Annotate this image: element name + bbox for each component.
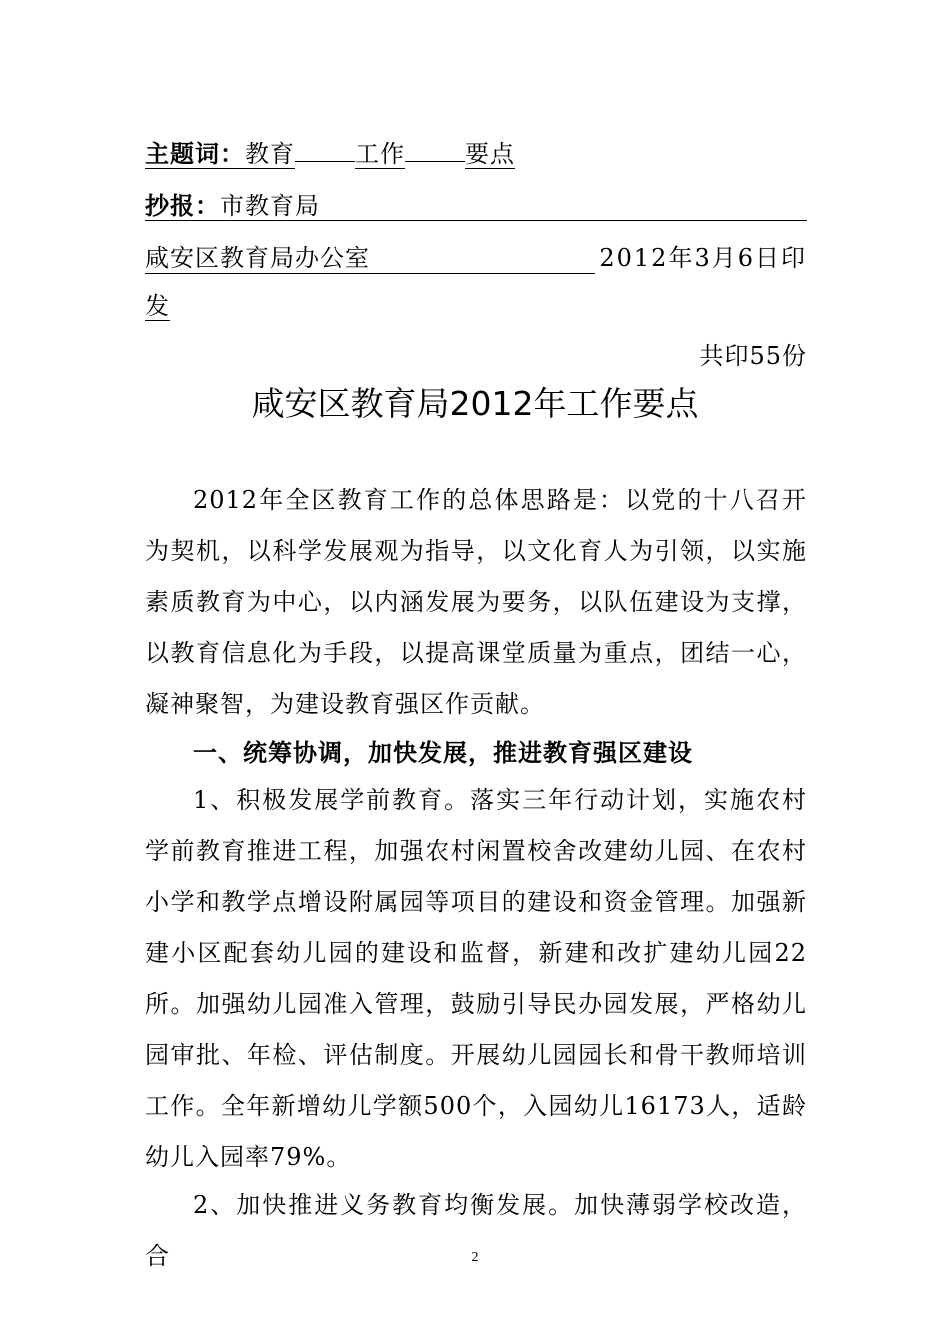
item-paragraph: 2、加快推进义务教育均衡发展。加快薄弱学校改造，合: [145, 1191, 807, 1270]
page-number: 2: [471, 1250, 479, 1265]
issue-date: 2012年3月6日印: [599, 244, 807, 272]
issue-date-wrap: 发: [145, 292, 170, 320]
intro-paragraph: 2012年全区教育工作的总体思路是：以党的十八召开为契机，以科学发展观为指导，以文化育人为引领，以实施素质教育为中心，以内涵发展为要务，以队伍建设为支撑，以教育信息化为手段，以提高课堂质量为重点，团结一心，凝神聚智，为建设教育强区作贡献。: [145, 486, 807, 718]
subject-label: 主题词：: [145, 140, 245, 168]
cc-value: 市教育局: [220, 192, 320, 220]
issue-date-wrap-line: [145, 286, 807, 321]
cc-line: [145, 186, 807, 221]
copies-count: 共印55份: [699, 342, 807, 370]
issuer-line: [145, 238, 807, 272]
section-heading: 一、统筹协调，加快发展，推进教育强区建设: [193, 739, 693, 767]
subject-term: 教育: [245, 140, 295, 168]
cc-label: 抄报：: [145, 192, 220, 220]
subject-term: 工作: [355, 140, 405, 168]
subject-terms-line: [145, 134, 807, 169]
document-title: 咸安区教育局2012年工作要点: [251, 384, 699, 423]
subject-term: 要点: [465, 140, 515, 168]
issuer-name: 咸安区教育局办公室: [145, 238, 595, 274]
item-paragraph: 1、积极发展学前教育。落实三年行动计划，实施农村学前教育推进工程，加强农村闲置校舍改建幼儿园、在农村小学和教学点增设附属园等项目的建设和资金管理。加强新建小区配套幼儿园的建设和监督，新建和改扩建幼儿园22所。加强幼儿园准入管理，鼓励引导民办园发展，严格幼儿园审批、年检、评估制度。开展幼儿园园长和骨干教师培训工作。全年新增幼儿学额500个，入园幼儿16173人，适龄幼儿入园率79%。: [145, 786, 807, 1171]
